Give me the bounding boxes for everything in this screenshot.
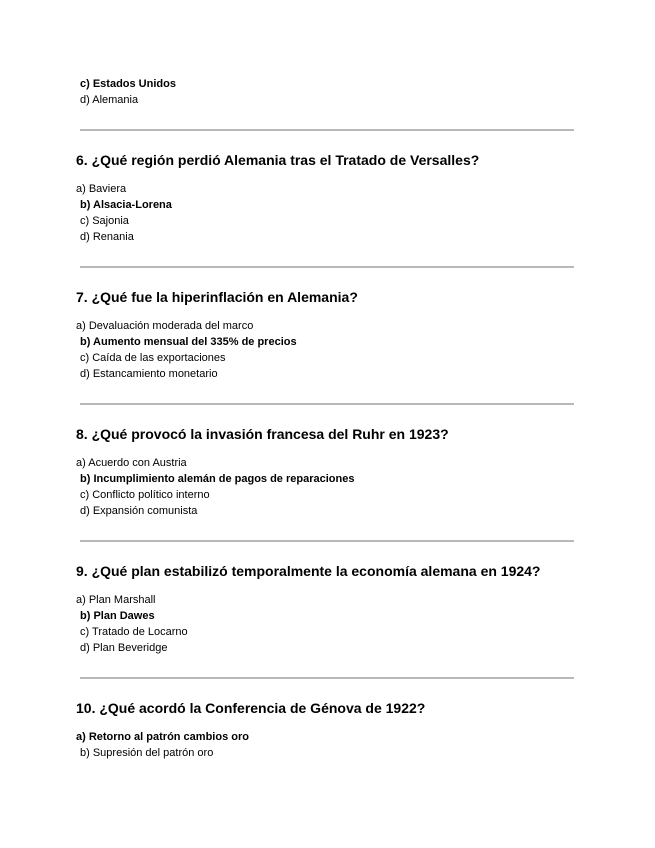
divider	[80, 266, 574, 268]
q4-option-d: d) Alemania	[80, 94, 139, 106]
q10-option-a: a) Retorno al patrón cambios oro	[76, 731, 249, 743]
q7-option-b: b) Aumento mensual del 335% de precios	[80, 336, 297, 348]
q4-option-c: c) Estados Unidos	[80, 78, 176, 90]
divider	[80, 540, 574, 542]
q8-option-a: a) Acuerdo con Austria	[76, 457, 187, 469]
q9-option-c: c) Tratado de Locarno	[80, 626, 188, 638]
question-6-title: 6. ¿Qué región perdió Alemania tras el Tratado de Versalles?	[76, 152, 480, 168]
question-10-title: 10. ¿Qué acordó la Conferencia de Génova de 1922?	[76, 700, 426, 716]
q6-option-b: b) Alsacia-Lorena	[80, 199, 172, 211]
q6-option-d: d) Renania	[80, 231, 134, 243]
divider	[80, 677, 574, 679]
q9-option-a: a) Plan Marshall	[76, 594, 156, 606]
q9-option-b: b) Plan Dawes	[80, 610, 155, 622]
q6-option-c: c) Sajonia	[80, 215, 129, 227]
question-9-title: 9. ¿Qué plan estabilizó temporalmente la economía alemana en 1924?	[76, 563, 541, 579]
q10-option-b: b) Supresión del patrón oro	[80, 747, 214, 759]
q8-option-c: c) Conflicto político interno	[80, 489, 210, 501]
q7-option-a: a) Devaluación moderada del marco	[76, 320, 254, 332]
q7-option-d: d) Estancamiento monetario	[80, 368, 218, 380]
question-8-title: 8. ¿Qué provocó la invasión francesa del Ruhr en 1923?	[76, 426, 449, 442]
q6-option-a: a) Baviera	[76, 183, 127, 195]
q7-option-c: c) Caída de las exportaciones	[80, 352, 226, 364]
q8-option-b: b) Incumplimiento alemán de pagos de reparaciones	[80, 473, 355, 485]
question-7-title: 7. ¿Qué fue la hiperinflación en Alemania?	[76, 289, 358, 305]
q9-option-d: d) Plan Beveridge	[80, 642, 168, 654]
q8-option-d: d) Expansión comunista	[80, 505, 198, 517]
divider	[80, 129, 574, 131]
divider	[80, 403, 574, 405]
